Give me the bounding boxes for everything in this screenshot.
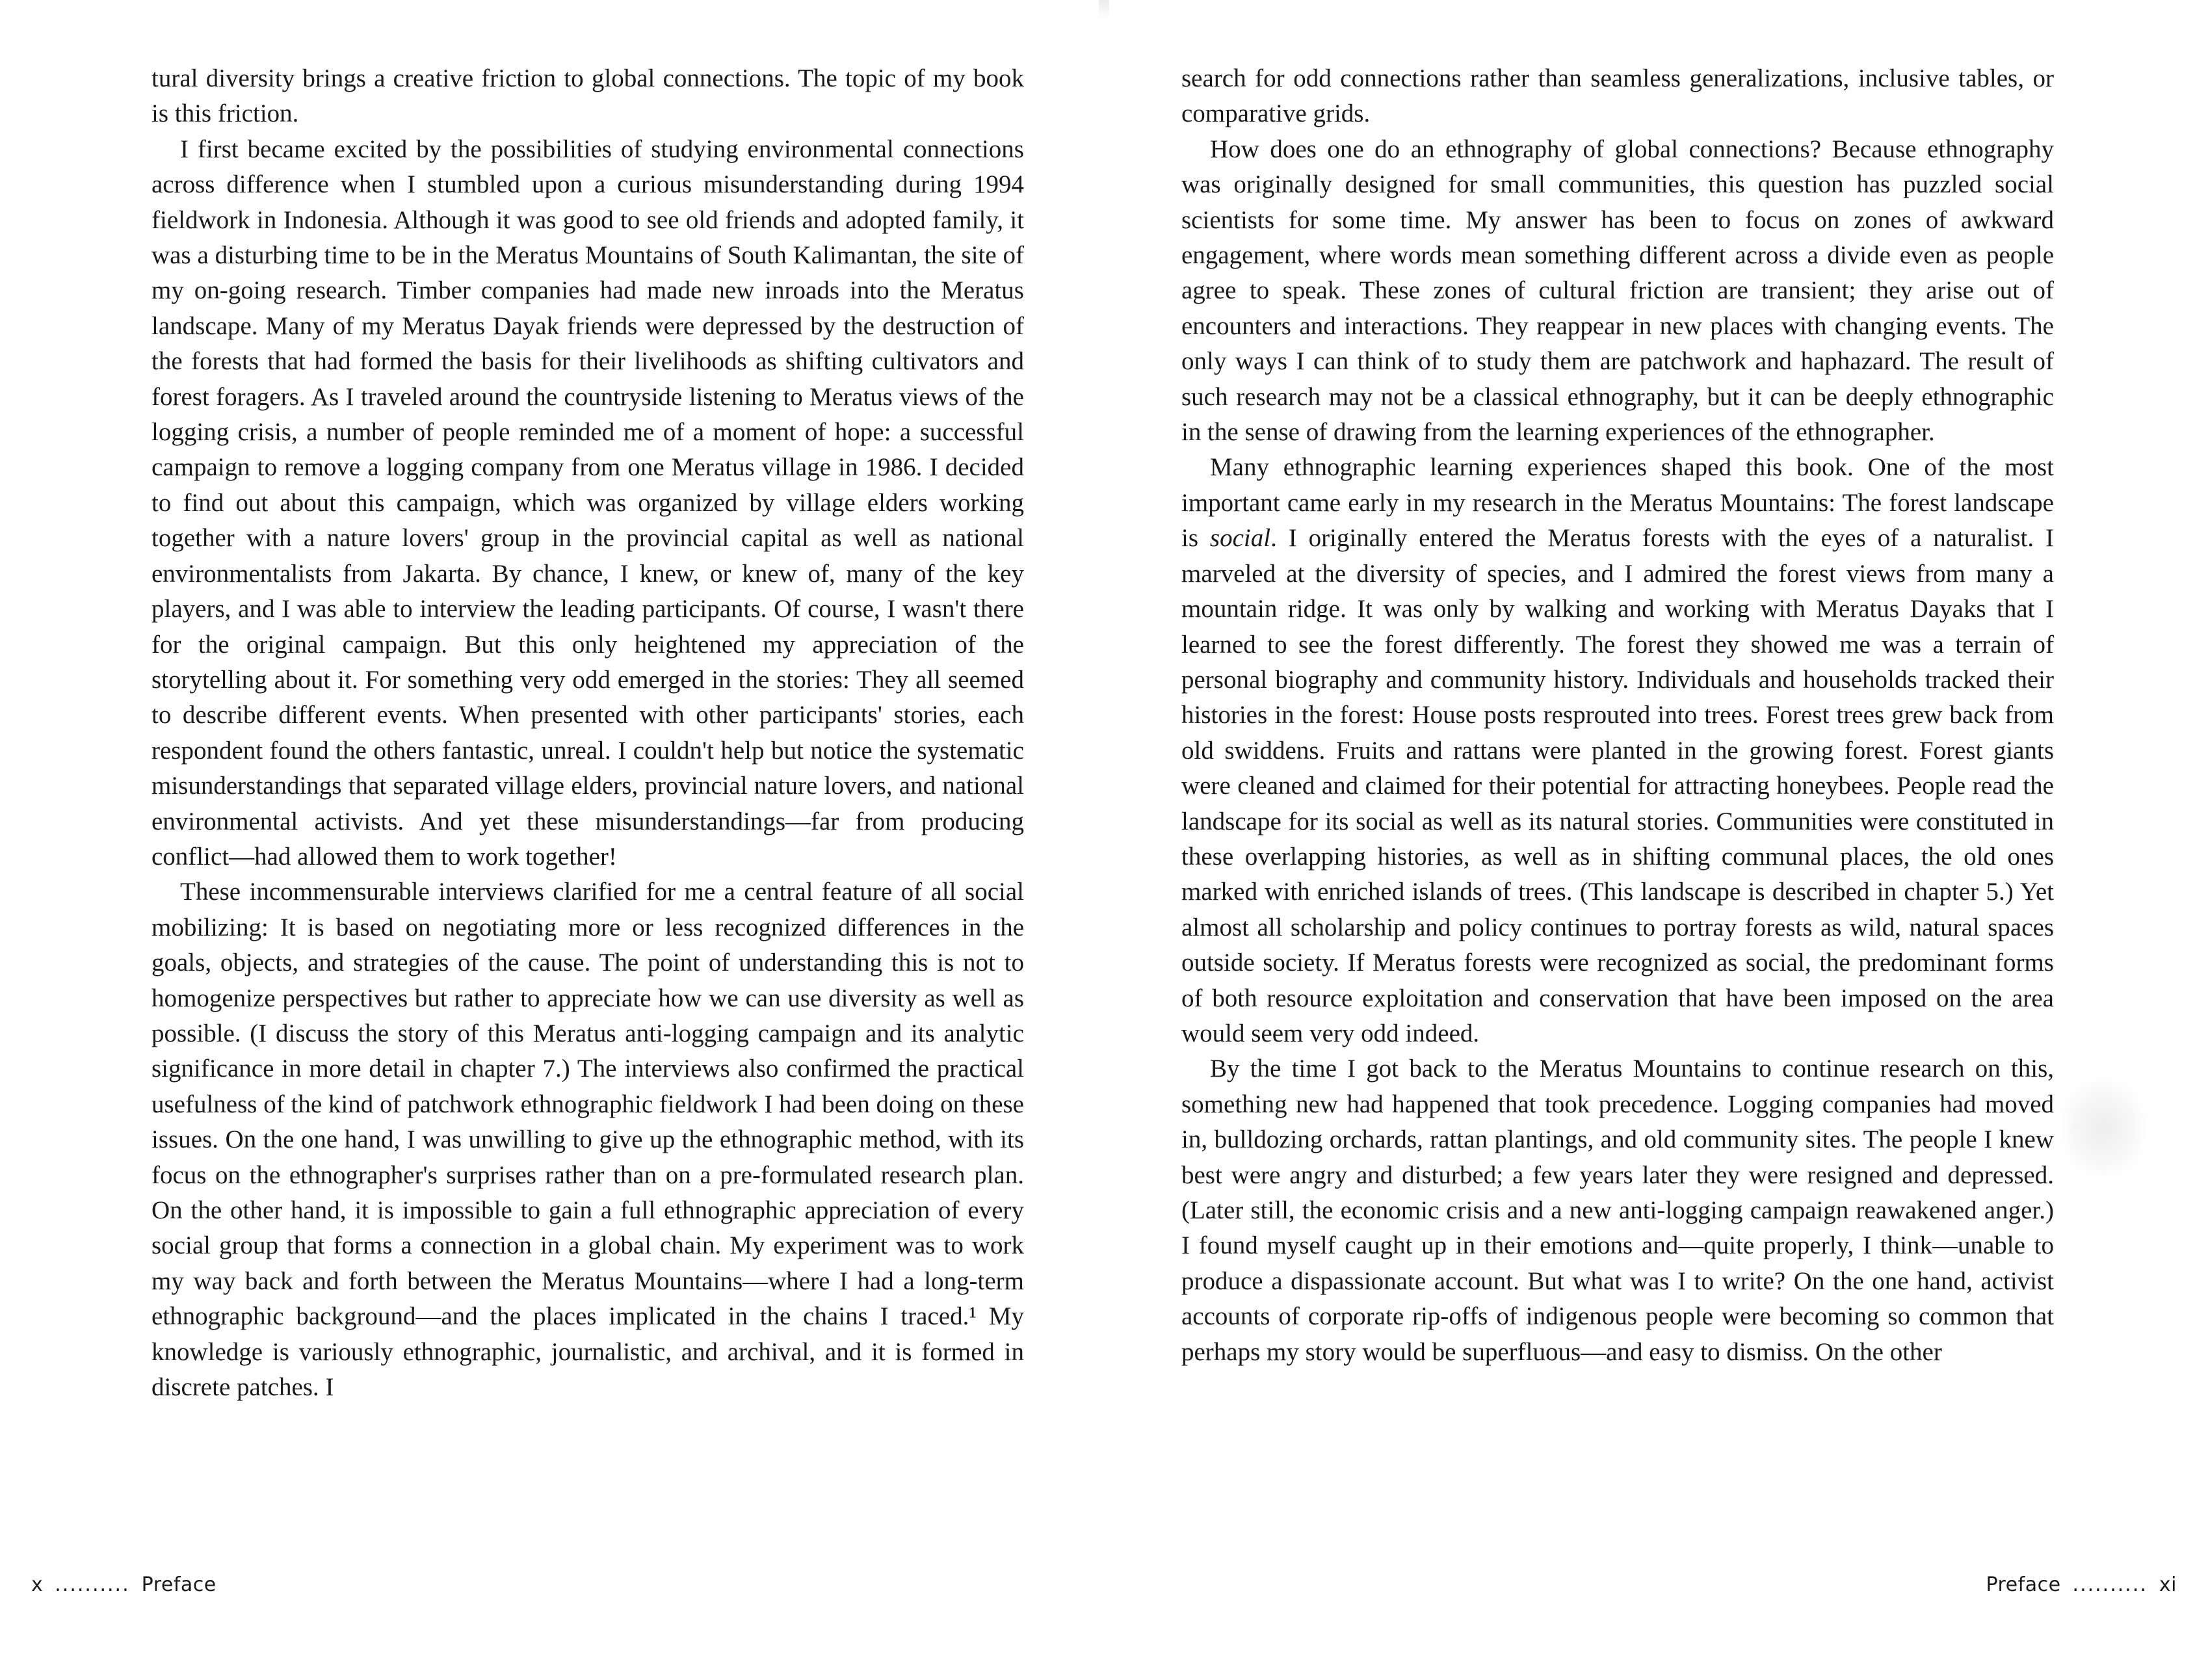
left-page-footer: [31, 1573, 217, 1596]
left-paragraph-1: tural diversity brings a creative friction to global connections. The topic of my book is this friction.: [151, 64, 1024, 128]
emphasis-social: social: [1209, 524, 1271, 553]
scan-speckle: [2058, 1076, 2149, 1180]
gutter-scan-mark: [1099, 0, 1109, 20]
right-footer-dots: ..........: [2072, 1573, 2148, 1596]
right-page-number: xi: [2159, 1573, 2177, 1596]
right-paragraph-2: How does one do an ethnography of global connections? Because ethnography was originally designed for small communities, this question has puzzled social scientists for some time. My answer has been to focus on zones of awkward engagement, where words mean something different across a divide even as people agree to speak. These zones of cultural friction are transient; they arise out of encounters and interactions. They reappear in new places with changing events. The only ways I can think of to study them are patchwork and haphazard. The result of such research may not be a classical ethnography, but it can be deeply ethnographic in the sense of drawing from the learning experiences of the ethnographer.: [1181, 135, 2054, 447]
right-running-head: Preface: [1986, 1573, 2061, 1596]
left-running-head: Preface: [141, 1573, 217, 1596]
left-page-number: x: [31, 1573, 44, 1596]
left-paragraph-3: These incommensurable interviews clarified for me a central feature of all social mobilizing: It is based on negotiating more or less recognized differences in the goals, objects, and strategies of the cause. The point of understanding this is not to homogenize perspectives but rather to appreciate how we can use diversity as well as possible. (I discuss the story of this Meratus anti-logging campaign and its analytic significance in more detail in chapter 7.) The interviews also confirmed the practical usefulness of the kind of patchwork ethnographic fieldwork I had been doing on these issues. On the one hand, I was unwilling to give up the ethnographic method, with its focus on the ethnographer's surprises rather than on a pre-formulated research plan. On the other hand, it is impossible to gain a full ethnographic appreciation of every social group that forms a connection in a global chain. My experiment was to work my way back and forth between the Meratus Mountains—where I had a long-term ethnographic background—and the places implicated in the chains I traced.¹ My knowledge is variously ethnographic, journalistic, and archival, and it is formed in discrete patches. I: [151, 878, 1024, 1402]
right-paragraph-1: search for odd connections rather than seamless generalizations, inclusive tables, or comparative grids.: [1181, 64, 2054, 128]
right-paragraph-3: Many ethnographic learning experiences shaped this book. One of the most important came early in my research in the Meratus Mountains: The forest landscape is social. I originally entered the Meratus forests with the eyes of a naturalist. I marveled at the diversity of species, and I admired the forest views from many a mountain ridge. It was only by walking and working with Meratus Dayaks that I learned to see the forest differently. The forest they showed me was a terrain of personal biography and community history. Individuals and households tracked their histories in the forest: House posts resprouted into trees. Forest trees grew back from old swiddens. Fruits and rattans were planted in the growing forest. Forest giants were cleaned and claimed for their potential for attracting honeybees. People read the landscape for its social as well as its natural stories. Communities were constituted in these overlapping histories, as well as in shifting communal places, the old ones marked with enriched islands of trees. (This landscape is described in chapter 5.) Yet almost all scholarship and policy continues to portray forests as wild, natural spaces outside society. If Meratus forests were recognized as social, the predominant forms of both resource exploitation and conservation that have been imposed on the area would seem very odd indeed.: [1181, 453, 2054, 1047]
right-page-footer: [1986, 1573, 2177, 1596]
left-footer-dots: ..........: [55, 1573, 130, 1596]
right-paragraph-4: By the time I got back to the Meratus Mountains to continue research on this, something new had happened that took precedence. Logging companies had moved in, bulldozing orchards, rattan plantings, and old community sites. The people I knew best were angry and disturbed; a few years later they were resigned and depressed. (Later still, the economic crisis and a new anti-logging campaign reawakened anger.) I found myself caught up in their emotions and—quite properly, I think—unable to produce a dispassionate account. But what was I to write? On the one hand, activist accounts of corporate rip-offs of indigenous people were becoming so common that perhaps my story would be superfluous—and easy to dismiss. On the other: [1181, 1055, 2054, 1366]
right-page: [1181, 61, 2054, 1370]
left-page: [151, 61, 1024, 1405]
left-paragraph-2: I first became excited by the possibilities of studying environmental connections across difference when I stumbled upon a curious misunderstanding during 1994 fieldwork in Indonesia. Although it was good to see old friends and adopted family, it was a disturbing time to be in the Meratus Mountains of South Kalimantan, the site of my on-going research. Timber companies had made new inroads into the Meratus landscape. Many of my Meratus Dayak friends were depressed by the destruction of the forests that had formed the basis for their livelihoods as shifting cultivators and forest foragers. As I traveled around the countryside listening to Meratus views of the logging crisis, a number of people reminded me of a moment of hope: a successful campaign to remove a logging company from one Meratus village in 1986. I decided to find out about this campaign, which was organized by village elders working together with a nature lovers' group in the provincial capital as well as national environmentalists from Jakarta. By chance, I knew, or knew of, many of the key players, and I was able to interview the leading participants. Of course, I wasn't there for the original campaign. But this only heightened my appreciation of the storytelling about it. For something very odd emerged in the stories: They all seemed to describe different events. When presented with other participants' stories, each respondent found the others fantastic, unreal. I couldn't help but notice the systematic misunderstandings that separated village elders, provincial nature lovers, and national environmental activists. And yet these misunderstandings—far from producing conflict—had allowed them to work together!: [151, 135, 1024, 871]
